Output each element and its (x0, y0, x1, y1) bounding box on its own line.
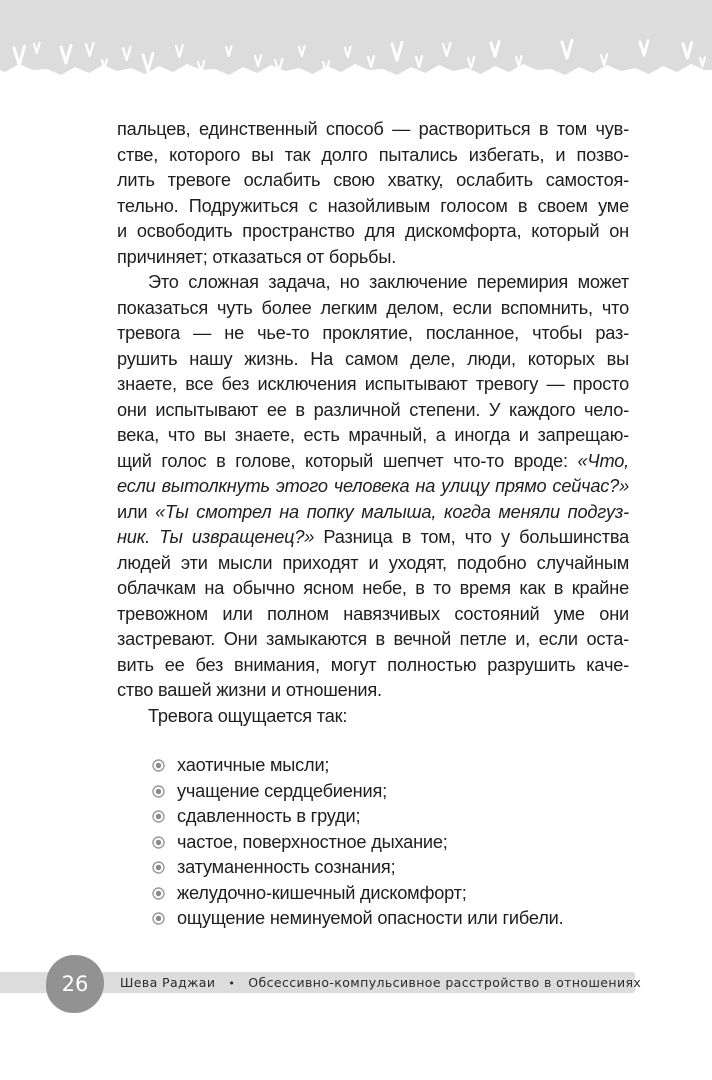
list-item-text: хаотичные мысли; (177, 755, 330, 775)
text-segment: тельно. Подружиться с назойливым голосом в своем уме (117, 195, 629, 216)
list-item (117, 906, 629, 932)
text-line (117, 576, 629, 602)
text-line (117, 678, 629, 704)
text-segment: пальцев, единственный способ — раствориться в том чув- (117, 119, 629, 139)
page-number: 26 (61, 972, 89, 996)
text-line (117, 525, 629, 551)
target-circle-icon (152, 836, 165, 849)
list-item-text: сдавленность в груди; (177, 806, 361, 826)
text-line (117, 474, 629, 500)
text-line (117, 117, 629, 143)
target-circle-icon (152, 887, 165, 900)
text-segment: и освободить пространство для дискомфорта, который он (117, 221, 629, 241)
list-item (117, 779, 629, 805)
text-line (117, 347, 629, 373)
target-circle-icon (152, 759, 165, 772)
list-item-text: затуманенность сознания; (177, 857, 396, 877)
text-line (117, 423, 629, 449)
page-text-block (117, 117, 629, 932)
text-segment: застревают. Они замыкаются в вечной петле и, если оста- (117, 629, 629, 649)
text-line (117, 372, 629, 398)
footer-separator-dot: • (228, 977, 236, 990)
text-segment: века, что вы знаете, есть мрачный, а иногда и запрещаю- (117, 425, 629, 445)
italic-quote-segment: ник. Ты извращенец?» (117, 527, 315, 547)
footer-author: Шева Раджаи (120, 975, 216, 990)
text-line (117, 602, 629, 628)
text-segment: знаете, все без исключения испытывают тревогу — просто (117, 374, 629, 394)
header-band (0, 0, 712, 90)
footer-book-title: Обсессивно-компульсивное расстройство в отношениях (248, 975, 642, 990)
text-segment: они испытывают ее в различной степени. У каждого чело- (117, 399, 629, 420)
list-item (117, 855, 629, 881)
text-line (117, 551, 629, 577)
target-circle-icon (152, 861, 165, 874)
text-segment: лить тревоге ослабить свою хватку, ослабить самостоя- (117, 170, 629, 190)
list-item-text: ощущение неминуемой опасности или гибели. (177, 908, 564, 928)
text-line (117, 143, 629, 169)
text-segment: рушить нашу жизнь. На самом деле, люди, которых вы (117, 348, 629, 369)
chevron-v-pattern-icon (0, 0, 712, 90)
text-segment: вить ее без внимания, могут полностью разрушить каче- (117, 654, 629, 675)
text-segment: показаться чуть более легким делом, если вспомнить, что (117, 297, 629, 318)
text-line (117, 704, 629, 730)
list-item (117, 830, 629, 856)
target-circle-icon (152, 785, 165, 798)
target-circle-icon (152, 810, 165, 823)
list-item-text: желудочно-кишечный дискомфорт; (177, 882, 467, 903)
text-segment: Тревога ощущается так: (148, 705, 348, 726)
list-item-text: частое, поверхностное дыхание; (177, 831, 448, 852)
text-segment: ство вашей жизни и отношения. (117, 680, 382, 700)
text-line (117, 168, 629, 194)
italic-quote-segment: «Ты смотрел на попку малыша, когда меняли подгуз- (155, 501, 630, 522)
text-segment: Разница в том, что у большинства (314, 527, 629, 547)
text-line (117, 194, 629, 220)
text-segment: облачкам на обычно ясном небе, в то время как в крайне (117, 578, 629, 598)
list-item-text: учащение сердцебиения; (177, 780, 387, 801)
text-segment: тревожном или полном навязчивых состояний уме они (117, 603, 629, 624)
list-item (117, 881, 629, 907)
target-circle-icon (152, 912, 165, 925)
paragraph (117, 117, 629, 270)
italic-quote-segment: «Что, (577, 450, 629, 471)
text-segment: стве, которого вы так долго пытались избегать, и позво- (117, 144, 629, 165)
text-line (117, 296, 629, 322)
text-segment: тревога — не чье-то проклятие, посланное, чтобы раз- (117, 323, 629, 343)
text-line (117, 270, 629, 296)
list-item (117, 804, 629, 830)
text-line (117, 219, 629, 245)
symptom-list (117, 753, 629, 932)
running-title (120, 975, 641, 990)
page-number-badge (46, 955, 104, 1013)
text-segment: щий голос в голове, который шепчет что-то вроде: (117, 450, 578, 471)
text-line (117, 449, 629, 475)
list-item (117, 753, 629, 779)
text-line (117, 500, 629, 526)
italic-quote-segment: если вытолкнуть этого человека на улицу прямо сейчас?» (117, 476, 629, 496)
text-segment: или (117, 501, 156, 522)
paragraph (117, 704, 629, 730)
text-segment: людей эти мысли приходят и уходят, подобно случайным (117, 552, 629, 573)
text-line (117, 245, 629, 271)
paragraph (117, 270, 629, 704)
text-line (117, 627, 629, 653)
text-segment: причиняет; отказаться от борьбы. (117, 246, 397, 267)
text-line (117, 321, 629, 347)
text-line (117, 653, 629, 679)
text-segment: Это сложная задача, но заключение перемирия может (148, 272, 629, 292)
text-line (117, 398, 629, 424)
